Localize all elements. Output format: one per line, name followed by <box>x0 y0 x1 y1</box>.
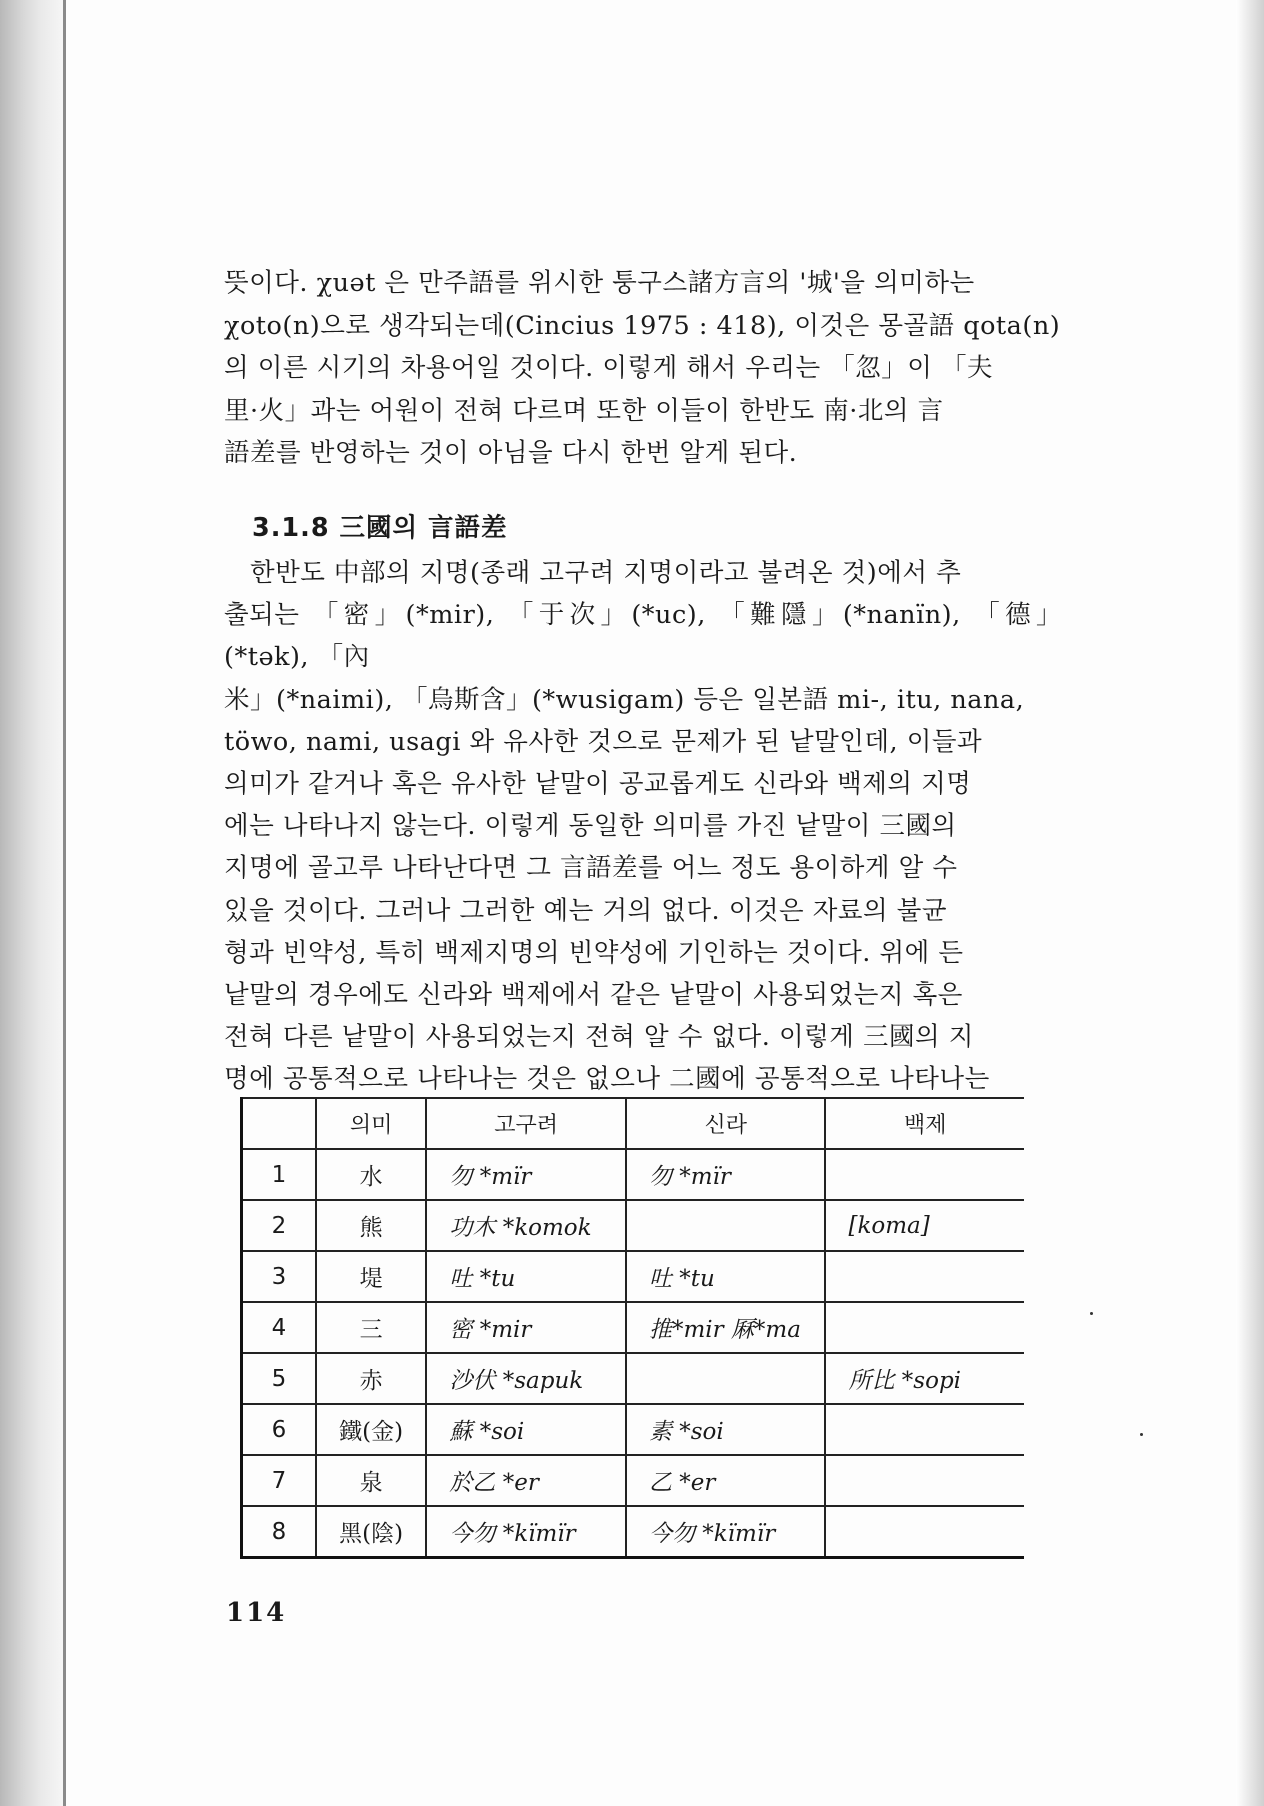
goguryeo-cell: 蘇 *soi <box>426 1404 626 1455</box>
comparison-table <box>240 1097 1024 1559</box>
silla-cell: 今勿 *kïmïr <box>626 1506 826 1558</box>
header-baekje: 백제 <box>825 1098 1024 1149</box>
row-number: 8 <box>242 1506 316 1558</box>
silla-cell: 吐 *tu <box>626 1251 826 1302</box>
text-line: 명에 공통적으로 나타나는 것은 없으나 二國에 공통적으로 나타나는 <box>224 1064 990 1095</box>
table-header-row <box>242 1098 1025 1149</box>
table-row <box>242 1455 1025 1506</box>
header-goguryeo: 고구려 <box>426 1098 626 1149</box>
text-line: 의 이른 시기의 차용어일 것이다. 이렇게 해서 우리는 「忽」이 「夫 <box>224 353 993 383</box>
text-line: 전혀 다른 낱말이 사용되었는지 전혀 알 수 없다. 이렇게 三國의 지 <box>224 1022 974 1053</box>
section-heading: 3.1.8 三國의 言語差 <box>252 513 508 543</box>
header-meaning: 의미 <box>316 1098 427 1149</box>
header-num <box>242 1098 316 1149</box>
table-row <box>242 1353 1025 1404</box>
goguryeo-cell: 密 *mir <box>426 1302 626 1353</box>
meaning-cell: 堤 <box>316 1251 427 1302</box>
paragraph-1 <box>224 262 1062 475</box>
row-number: 7 <box>242 1455 316 1506</box>
silla-cell: 勿 *mïr <box>626 1149 826 1200</box>
row-number: 2 <box>242 1200 316 1251</box>
header-silla: 신라 <box>626 1098 826 1149</box>
silla-cell: 素 *soi <box>626 1404 826 1455</box>
goguryeo-cell: 吐 *tu <box>426 1251 626 1302</box>
baekje-cell <box>825 1302 1024 1353</box>
text-line: 있을 것이다. 그러나 그러한 예는 거의 없다. 이것은 자료의 불균 <box>224 895 947 926</box>
scan-speck <box>1090 1312 1093 1315</box>
goguryeo-cell: 今勿 *kïmïr <box>426 1506 626 1558</box>
text-line: 의미가 같거나 혹은 유사한 낱말이 공교롭게도 신라와 백제의 지명 <box>224 769 972 800</box>
text-line: 里·火」과는 어원이 전혀 다르며 또한 이들이 한반도 南·北의 言 <box>224 395 944 426</box>
book-spine-edge <box>0 0 66 1806</box>
meaning-cell: 熊 <box>316 1200 427 1251</box>
silla-cell: 推*mir 厤*ma <box>626 1302 826 1353</box>
goguryeo-cell: 於乙 *er <box>426 1455 626 1506</box>
text-line: 語差를 반영하는 것이 아님을 다시 한번 알게 된다. <box>224 438 798 468</box>
page-number: 114 <box>226 1598 287 1628</box>
text-line: 에는 나타나지 않는다. 이렇게 동일한 의미를 가진 낱말이 三國의 <box>224 811 957 842</box>
text-line: 지명에 골고루 나타난다면 그 言語差를 어느 정도 용이하게 알 수 <box>224 853 958 884</box>
baekje-cell <box>825 1404 1024 1455</box>
text-line: χoto(n)으로 생각되는데(Cincius 1975 : 418), 이것은 몽골語 qota(n) <box>224 310 1061 341</box>
silla-cell: 乙 *er <box>626 1455 826 1506</box>
row-number: 1 <box>242 1149 316 1200</box>
goguryeo-cell: 沙伏 *sapuk <box>426 1353 626 1404</box>
table-row <box>242 1302 1025 1353</box>
baekje-cell: [koma] <box>825 1200 1024 1251</box>
text-line: 형과 빈약성, 특히 백제지명의 빈약성에 기인하는 것이다. 위에 든 <box>224 937 964 968</box>
table-row <box>242 1251 1025 1302</box>
table-row <box>242 1149 1025 1200</box>
baekje-cell <box>825 1506 1024 1558</box>
text-line: töwo, nami, usagi 와 유사한 것으로 문제가 된 낱말인데, 이들과 <box>224 726 983 757</box>
goguryeo-cell: 勿 *mïr <box>426 1149 626 1200</box>
meaning-cell: 泉 <box>316 1455 427 1506</box>
silla-cell <box>626 1200 826 1251</box>
row-number: 6 <box>242 1404 316 1455</box>
meaning-cell: 水 <box>316 1149 427 1200</box>
table-row <box>242 1506 1025 1558</box>
row-number: 5 <box>242 1353 316 1404</box>
text-line: 米」(*naimi), 「烏斯含」(*wusigam) 등은 일본語 mi-, itu, nana, <box>224 684 1025 715</box>
row-number: 4 <box>242 1302 316 1353</box>
meaning-cell: 鐵(金) <box>316 1404 427 1455</box>
meaning-cell: 三 <box>316 1302 427 1353</box>
table-row <box>242 1200 1025 1251</box>
table-row <box>242 1404 1025 1455</box>
scan-speck <box>1140 1433 1143 1436</box>
meaning-cell: 黑(陰) <box>316 1506 427 1558</box>
baekje-cell <box>825 1251 1024 1302</box>
paragraph-2 <box>224 552 1062 1101</box>
text-line: 낱말의 경우에도 신라와 백제에서 같은 낱말이 사용되었는지 혹은 <box>224 980 963 1011</box>
text-line: 한반도 中部의 지명(종래 고구려 지명이라고 불려온 것)에서 추 <box>250 558 962 588</box>
page-right-edge <box>1236 0 1264 1806</box>
silla-cell <box>626 1353 826 1404</box>
baekje-cell <box>825 1455 1024 1506</box>
meaning-cell: 赤 <box>316 1353 427 1404</box>
baekje-cell <box>825 1149 1024 1200</box>
baekje-cell: 所比 *sopi <box>825 1353 1024 1404</box>
text-line: 출되는 「密」(*mir), 「于次」(*uc), 「難隱」(*nanïn), 「德」(*tək), 「內 <box>224 600 1062 673</box>
text-line: 뜻이다. χuət 은 만주語를 위시한 퉁구스諸方言의 '城'을 의미하는 <box>224 268 975 298</box>
row-number: 3 <box>242 1251 316 1302</box>
goguryeo-cell: 功木 *komok <box>426 1200 626 1251</box>
